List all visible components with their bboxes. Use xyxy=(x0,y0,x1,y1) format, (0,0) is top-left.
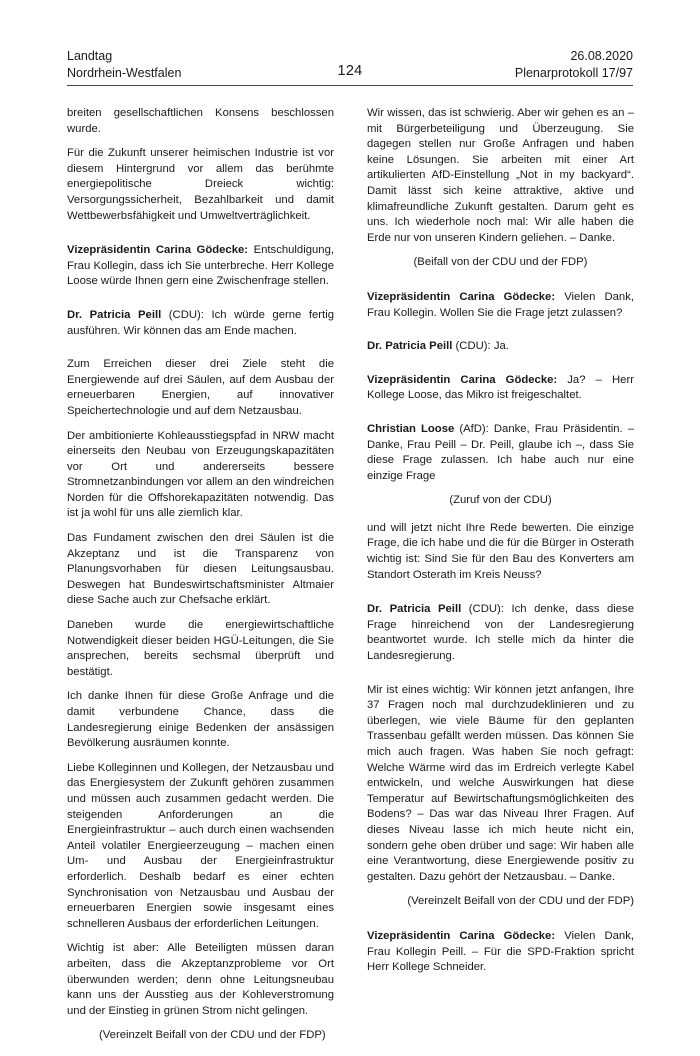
paragraph: Zum Erreichen dieser drei Ziele steht die Energiewende auf drei Säulen, auf dem Ausbau der erneuerbaren Energien, auf innovativer Speichertechnologie und auf dem Netzausbau. xyxy=(67,358,334,417)
left-column xyxy=(67,106,334,1056)
speaker-turn xyxy=(67,243,334,290)
speech-text: (CDU): Ich würde gerne fertig ausführen. Wir können das am Ende machen. xyxy=(67,308,334,337)
speaker-name: Dr. Patricia Peill xyxy=(367,603,462,616)
interjection: (Vereinzelt Beifall von der CDU und der FDP) xyxy=(99,1029,326,1042)
header-parliament: Landtag xyxy=(67,49,113,63)
paragraph: Das Fundament zwischen den drei Säulen ist die Akzeptanz und ist die Transparenz von Planungsvorhaben für diesen Leitungsausbau. Deswegen hat Bundeswirtschaftsminister Altmaier diese Sache auch zur Chefsache erklärt. xyxy=(67,532,334,607)
speech-text: Vielen Dank, Frau Kollegin Peill. – Für die SPD-Fraktion spricht Herr Kollege Schneider. xyxy=(367,929,634,974)
paragraph: Mir ist eines wichtig: Wir können jetzt anfangen, Ihre 37 Fragen noch mal durchzudeklinieren und zu überlegen, wie viele Bäume für den geplanten Trassenbau gefällt werden müssen. Das können Sie mich auch fragen. Was haben Sie noch gefragt: Welche Wärme wird das im Erdreich verlegte Kabel entwickeln, und welche Auswirkungen hat diese Temperatur auf Bewirtschaftungsmöglichkeiten des Bodens? – Das war das Niveau Ihrer Fragen. Auf dieses Niveau lasse ich mich heute nicht ein, sondern gehe oben drüber und sage: Wir haben alle eine Verantwortung, diese Energiewende positiv zu gestalten. Dazu gehört der Netzausbau. – Danke. xyxy=(367,683,634,883)
page-number: 124 xyxy=(337,63,363,79)
speaker-name: Dr. Patricia Peill xyxy=(67,308,162,321)
header-protocol-id: Plenarprotokoll 17/97 xyxy=(514,66,633,80)
paragraph: Ich danke Ihnen für diese Große Anfrage und die damit verbundene Chance, dass die Landesregierung einige Bedenken der ansässigen Bevölkerung ausräumen konnte. xyxy=(67,690,334,750)
paragraph: Wichtig ist aber: Alle Beteiligten müssen daran arbeiten, dass die Akzeptanzprobleme vor Ort überwunden werden; denn ohne Leitungsneubau kann uns der Ausstieg aus der Kohleverstromung und der Einstieg in grünen Strom nicht gelingen. xyxy=(67,942,334,1017)
paragraph: und will jetzt nicht Ihre Rede bewerten. Die einzige Frage, die ich habe und die für die Bürger in Osterath wichtig ist: Sind Sie für den Bau des Konverters am Standort Osterath im Kreis Neuss? xyxy=(367,521,634,581)
speaker-turn xyxy=(367,339,634,355)
paragraph: Daneben wurde die energiewirtschaftliche Notwendigkeit dieser beiden HGÜ-Leitungen, die Sie ansprechen, bereits sechsmal überprüft und bestätigt. xyxy=(67,619,334,678)
speaker-name: Vizepräsidentin Carina Gödecke: xyxy=(367,373,558,386)
header-state: Nordrhein-Westfalen xyxy=(67,66,182,80)
speaker-turn xyxy=(367,422,634,484)
speaker-turn xyxy=(367,290,634,321)
paragraph: breiten gesellschaftlichen Konsens beschlossen wurde. xyxy=(67,107,334,135)
speech-text: (CDU): Ich denke, dass diese Frage hinreichend von der Landesregierung beantwortet wurde. Ich stelle mich da hinter die Landesregierung. xyxy=(367,603,634,663)
paragraph: Wir wissen, das ist schwierig. Aber wir gehen es an – mit Bürgerbeteiligung und Überzeugung. Sie dagegen stellen nur Große Anfragen und haben keine Lösungen. Sie arbeiten mit einer Art artikulierten AfD-Einstellung „Not in my backyard“. Damit lässt sich keine attraktive, aktive und klimafreundliche Zukunft gestalten. Darum geht es uns. Ich wiederhole noch mal: Wir alle haben die Erde nur von unseren Kindern geliehen. – Danke. xyxy=(367,107,634,244)
header-rule xyxy=(67,85,633,86)
interjection: (Beifall von der CDU und der FDP) xyxy=(413,256,588,269)
speaker-name: Christian Loose xyxy=(367,422,455,435)
header-date: 26.08.2020 xyxy=(570,49,633,63)
speaker-turn xyxy=(367,602,634,664)
interjection: (Zuruf von der CDU) xyxy=(449,494,552,507)
speech-text: (AfD): Danke, Frau Präsidentin. – Danke, Frau Peill – Dr. Peill, glaube ich –, dass Sie diese Frage zulassen. Ich habe auch nur eine einzige Frage xyxy=(367,422,634,482)
speech-text: Vielen Dank, Frau Kollegin. Wollen Sie die Frage jetzt zulassen? xyxy=(367,290,634,319)
paragraph: Liebe Kolleginnen und Kollegen, der Netzausbau und das Energiesystem der Zukunft gehören zusammen und müssen auch zusammen gedacht werden. Die steigenden Anforderungen an die Energieinfrastruktur – auch durch einen wachsenden Anteil volatiler Energieerzeugung – machen einen Um- und Ausbau der Energieinfrastruktur erforderlich. Deshalb bedarf es einer echten Synchronisation von Netzausbau und Ausbau der erneuerbaren Energien sowie insgesamt eines schnelleren Ausbaus der erforderlichen Leitungen. xyxy=(67,761,334,930)
speech-text: Entschuldigung, Frau Kollegin, dass ich Sie unterbreche. Herr Kollege Loose würde Ihnen gern eine Zwischenfrage stellen. xyxy=(67,244,334,288)
speaker-turn xyxy=(367,929,634,976)
speech-text: Ja? – Herr Kollege Loose, das Mikro ist freigeschaltet. xyxy=(367,373,634,402)
paragraph: Der ambitionierte Kohleausstiegspfad in NRW macht einerseits den Neubau von Erzeugungskapazitäten vor Ort und andererseits bessere Stromnetzanbindungen vor allem an den windreichen Norden für die Offshorekapazitäten notwendig. Das ist ja wohl für uns alle ziemlich klar. xyxy=(67,429,334,520)
speaker-name: Vizepräsidentin Carina Gödecke: xyxy=(67,244,249,257)
interjection: (Vereinzelt Beifall von der CDU und der FDP) xyxy=(407,895,634,908)
paragraph: Für die Zukunft unserer heimischen Industrie ist vor diesem Hintergrund vor allem das berühmte energiepolitische Dreieck wichtig: Versorgungssicherheit, Bezahlbarkeit und damit Wettbewerbsfähigkeit und Umweltverträglichkeit. xyxy=(67,147,334,222)
header-right xyxy=(515,48,633,82)
right-column xyxy=(367,106,634,994)
speaker-name: Vizepräsidentin Carina Gödecke: xyxy=(367,290,556,303)
speaker-name: Dr. Patricia Peill xyxy=(367,340,453,353)
speaker-name: Vizepräsidentin Carina Gödecke: xyxy=(367,929,556,942)
speaker-turn xyxy=(367,373,634,404)
speaker-turn xyxy=(67,308,334,339)
speech-text: (CDU): Ja. xyxy=(452,340,509,353)
